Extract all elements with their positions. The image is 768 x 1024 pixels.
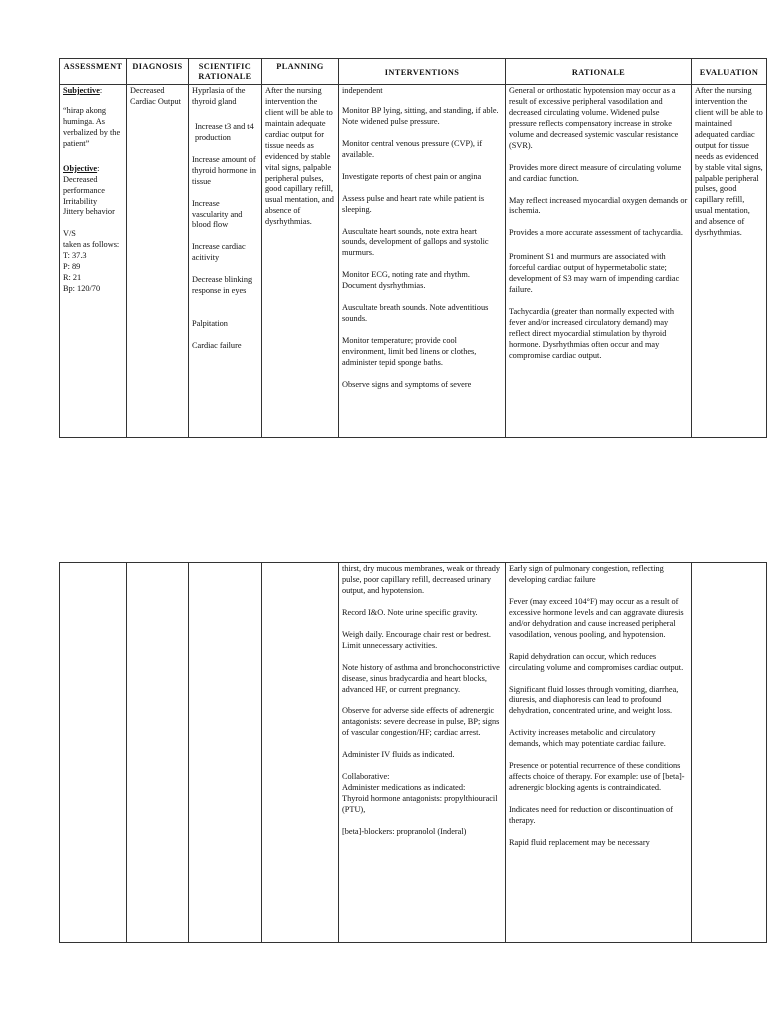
interventions-cell (339, 85, 506, 438)
rationale-cell (506, 563, 692, 943)
sr-item: Increase t3 and t4 production (195, 121, 254, 142)
intervention-item: Monitor BP lying, sitting, and standing, if able. Note widened pulse pressure. (342, 105, 499, 126)
sr-item: Decrease blinking response in eyes (192, 275, 253, 296)
rationale-item: Significant fluid losses through vomiting, diarrhea, diuresis, and diaphoresis can lead to profound dehydration, concentrated urine, and weight loss. (509, 684, 679, 716)
rationale-item: Indicates need for reduction or discontinuation of therapy. (509, 805, 674, 825)
sr-item: Increase cardiac acitivity (192, 242, 246, 263)
intervention-item: Collaborative: Administer medications as indicated: Thyroid hormone antagonists: propylthiouracil (PTU), (342, 772, 498, 814)
rationale-item: May reflect increased myocardial oxygen demands or ischemia. (509, 195, 688, 216)
intervention-item: Monitor central venous pressure (CVP), if available. (342, 138, 483, 159)
intervention-item: Record I&O. Note urine specific gravity. (342, 607, 478, 617)
scientific-rationale-cell (189, 85, 262, 438)
sr-item: Palpitation (192, 319, 228, 329)
intervention-item: Administer IV fluids as indicated. (342, 750, 455, 760)
care-plan-table-page2 (59, 562, 767, 943)
intervention-item: Observe for adverse side effects of adrenergic antagonists: severe decrease in pulse, BP; signs of vascular congestion/HF; cardiac arrest. (342, 706, 500, 738)
rationale-item: Prominent S1 and murmurs are associated with forceful cardiac output of hypermetabolic state; development of S3 may warn of impending cardiac failure. (509, 252, 680, 295)
intervention-item: thirst, dry mucous membranes, weak or thready pulse, poor capillary refill, decreased urinary output, and hypotension. (342, 564, 501, 595)
subjective-heading: Subjective: (63, 86, 103, 95)
intervention-item: Monitor ECG, noting rate and rhythm. Document dysrhythmias. (342, 270, 470, 291)
rationale-item: Presence or potential recurrence of these conditions affects choice of therapy. For example: use of [beta]-adrenergic blocking agents is contraindicated. (509, 761, 685, 793)
header-scientific-rationale: SCIENTIFIC RATIONALE (189, 59, 262, 85)
header-row (60, 59, 767, 85)
intervention-item: Observe signs and symptoms of severe (342, 379, 472, 389)
table-row (60, 85, 767, 438)
header-diagnosis: DIAGNOSIS (127, 59, 189, 85)
rationale-item: Activity increases metabolic and circulatory demands, which may potentiate cardiac failure. (509, 728, 666, 749)
objective-findings: Decreased performance Irritability Jittery behavior (63, 174, 115, 217)
intervention-item: Weigh daily. Encourage chair rest or bedrest. Limit unnecessary activities. (342, 629, 491, 650)
sr-item: Increase vascularity and blood flow (192, 198, 243, 230)
header-planning: PLANNING (262, 59, 339, 85)
table-row (60, 563, 767, 943)
diagnosis-cell (127, 563, 189, 943)
planning-cell (262, 563, 339, 943)
interventions-cell (339, 563, 506, 943)
rationale-item: Tachycardia (greater than normally expected with fever and/or increased circulatory demand) may reflect direct myocardial stimulation by thyroid hormone. Dysrhythmias often occur and may compromise cardiac output. (509, 307, 675, 360)
care-plan-table-page1 (59, 58, 767, 438)
rationale-item: Rapid fluid replacement may be necessary (509, 837, 650, 847)
objective-heading: Objective: (63, 163, 100, 173)
header-evaluation: EVALUATION (692, 59, 767, 85)
objective-label: Objective (63, 163, 98, 173)
evaluation-cell: After the nursing intervention the client will be able to maintained adequated cardiac output for tissue needs as evidenced by stable vital signs, palpable peripheral pulses, good capillary refill, usual mentation, and absence of dysrhythmias. (692, 85, 767, 438)
vital-signs: V/S taken as follows: T: 37.3 P: 89 R: 21 Bp: 120/70 (63, 229, 120, 294)
assessment-cell (60, 85, 127, 438)
header-interventions: INTERVENTIONS (339, 59, 506, 85)
rationale-item: Early sign of pulmonary congestion, reflecting developing cardiac failure (509, 564, 664, 584)
intervention-item: independent (342, 86, 383, 95)
intervention-item: Auscultate breath sounds. Note adventitious sounds. (342, 303, 489, 324)
rationale-item: Provides a more accurate assessment of tachycardia. (509, 228, 683, 238)
diagnosis-cell: Decreased Cardiac Output (127, 85, 189, 438)
rationale-item: Provides more direct measure of circulating volume and cardiac function. (509, 162, 682, 183)
planning-cell: After the nursing intervention the client will be able to maintain adequate cardiac output for tissue needs as evidenced by stable vital signs, palpable peripheral pulses, good capillary refill, usual mentation, and absence of dysrhythmias. (262, 85, 339, 438)
intervention-item: Monitor temperature; provide cool environment, limit bed linens or clothes, administer tepid sponge baths. (342, 336, 477, 367)
intervention-item: [beta]-blockers: propranolol (Inderal) (342, 826, 467, 836)
intervention-item: Note history of asthma and bronchoconstrictive disease, sinus bradycardia and heart blocks, advanced HF, or current pregnancy. (342, 662, 500, 694)
sr-item: Hyprlasia of the thyroid gland (192, 86, 246, 106)
evaluation-cell (692, 563, 767, 943)
header-assessment: ASSESSMENT (60, 59, 127, 85)
header-rationale: RATIONALE (506, 59, 692, 85)
subjective-quote: “hirap akong huminga. As verbalized by the patient” (63, 105, 121, 148)
intervention-item: Investigate reports of chest pain or angina (342, 171, 482, 181)
rationale-item: Rapid dehydration can occur, which reduces circulating volume and compromises cardiac output. (509, 651, 684, 672)
subjective-label: Subjective (63, 86, 100, 95)
intervention-item: Auscultate heart sounds, note extra heart sounds, development of gallops and systolic murmurs. (342, 226, 489, 258)
rationale-cell (506, 85, 692, 438)
scientific-rationale-cell (189, 563, 262, 943)
assessment-cell (60, 563, 127, 943)
intervention-item: Assess pulse and heart rate while patient is sleeping. (342, 193, 485, 214)
sr-item: Cardiac failure (192, 341, 242, 351)
sr-item: Increase amount of thyroid hormone in tissue (192, 154, 257, 186)
rationale-item: General or orthostatic hypotension may occur as a result of excessive peripheral vasodilation and decreased circulating volume. Widened pulse pressure reflects compensatory increase in stroke volume and decreased systemic vascular resistance (SVR). (509, 86, 679, 150)
rationale-item: Fever (may exceed 104°F) may occur as a result of excessive hormone levels and can aggravate diuresis and/or dehydration and cause increased peripheral vasodilation, venous pooling, and hypotension. (509, 596, 684, 639)
